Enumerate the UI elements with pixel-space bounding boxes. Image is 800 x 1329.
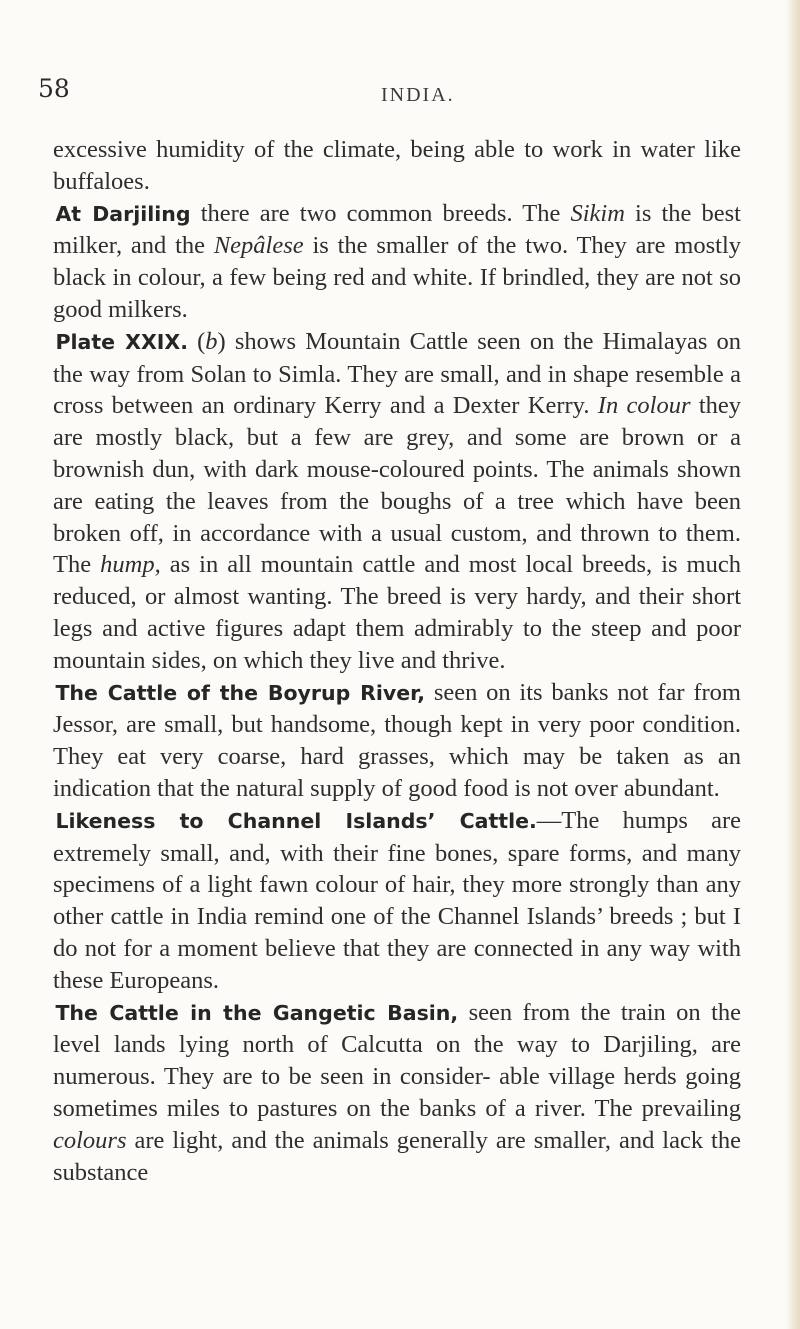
paragraph-2: At Darjiling there are two common breeds. The Sikim is the best milker, and the Nepâlese is the smaller of the two. They are mostly black in colour, a few being red and white. If brindled, they are not so good milkers. [53,199,742,323]
paragraph-lead: At Darjiling [55,201,191,226]
paragraph-1: excessive humidity of the climate, being able to work in water like buffaloes. [53,136,741,195]
paragraph-lead: The Cattle in the Gangetic Basin, [55,1000,459,1025]
paragraph-lead: Likeness to Channel Islands’ Cattle. [55,808,537,833]
body-text [53,134,741,1188]
paragraph-4: The Cattle of the Boyrup River, seen on its banks not far from Jessor, are small, but handsome, though kept in very poor condition. They eat very coarse, hard grasses, which may be taken as an indication that the natural supply of good food is not over abundant. [53,678,741,802]
paragraph-6: The Cattle in the Gangetic Basin, seen from the train on the level lands lying north of Calcutta on the way to Darjiling, are numerous. They are to be seen in consider- able village herds going sometimes miles to pastures on the banks of a river. The prevailing colours are light, and the animals generally are smaller, and lack the substance [53,998,741,1186]
page-number: 58 [38,74,70,103]
paragraph-3: Plate XXIX. (b) shows Mountain Cattle seen on the Himalayas on the way from Solan to Simla. They are small, and in shape resemble a cross between an ordinary Kerry and a Dexter Kerry. In colour they are mostly black, but a few are grey, and some are brown or a brownish dun, with dark mouse-coloured points. The animals shown are eating the leaves from the boughs of a tree which have been broken off, in accordance with a usual custom, and thrown to them. The hump, as in all mountain cattle and most local breeds, is much reduced, or almost wanting. The breed is very hardy, and their short legs and active figures adapt them admirably to the steep and poor mountain sides, on which they live and thrive. [53,327,742,674]
page-edge-shadow [786,0,800,1329]
paragraph-lead: The Cattle of the Boyrup River, [55,680,426,705]
running-title: INDIA. [381,84,455,106]
paragraph-lead: Plate XXIX. [55,329,188,354]
paragraph-5: Likeness to Channel Islands’ Cattle.—The humps are extremely small, and, with their fine bones, spare forms, and many specimens of a light fawn colour of hair, they more strongly than any other cattle in India remind one of the Channel Islands’ breeds ; but I do not for a moment believe that they are connected in any way with these Europeans. [53,806,741,994]
